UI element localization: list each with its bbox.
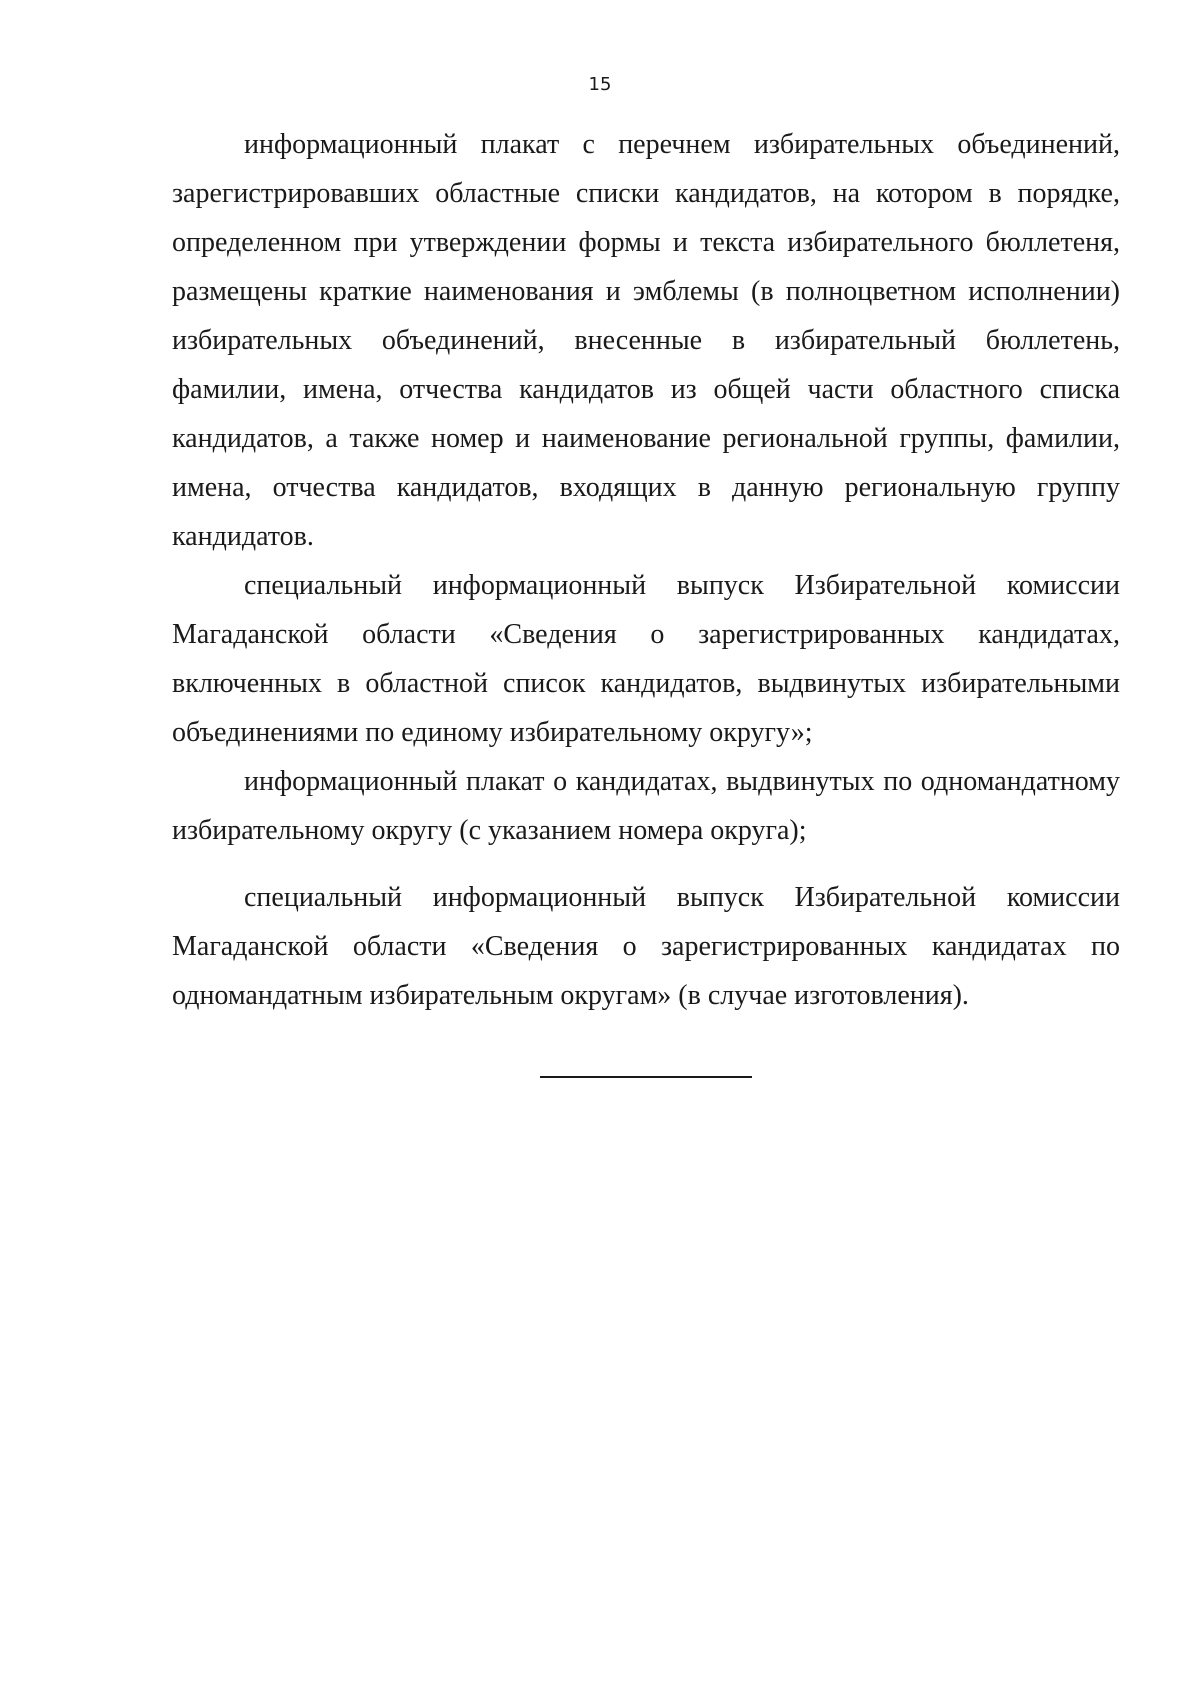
paragraph-special-issue-regional-list: специальный информационный выпуск Избирательной комиссии Магаданской области «Сведения о зарегистрированных кандидатах, включенных в областной список кандидатов, выдвинутых избирательными объединениями по единому избирательному округу»; (172, 570, 1120, 748)
document-body (172, 120, 1120, 1020)
paragraph-info-poster-parties: информационный плакат с перечнем избирательных объединений, зарегистрировавших областные списки кандидатов, на котором в порядке, определенном при утверждении формы и текста избирательного бюллетеня, размещены краткие наименования и эмблемы (в полноцветном исполнении) избирательных объединений, внесенные в избирательный бюллетень, фамилии, имена, отчества кандидатов из общей части областного списка кандидатов, а также номер и наименование региональной группы, фамилии, имена, отчества кандидатов, входящих в данную региональную группу кандидатов. (172, 129, 1120, 552)
end-of-document-rule (540, 1076, 752, 1078)
page-number: 15 (588, 74, 612, 95)
paragraph-info-poster-single-mandate: информационный плакат о кандидатах, выдвинутых по одномандатному избирательному округу (с указанием номера округа); (172, 766, 1120, 846)
paragraph-special-issue-single-mandate: специальный информационный выпуск Избирательной комиссии Магаданской области «Сведения о зарегистрированных кандидатах по одномандатным избирательным округам» (в случае изготовления). (172, 882, 1120, 1011)
